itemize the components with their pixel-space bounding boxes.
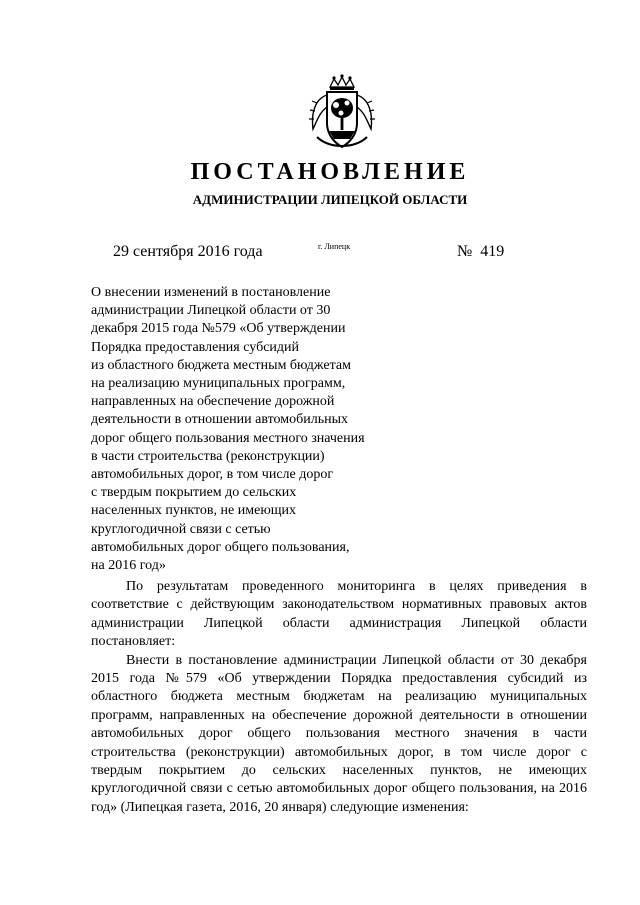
subject-line: из областного бюджета местным бюджетам: [91, 357, 351, 373]
document-title: ПОСТАНОВЛЕНИЕ: [190, 159, 470, 185]
number-value: 419: [480, 243, 505, 260]
subject-line: на 2016 год»: [91, 558, 166, 574]
document-subject: [91, 284, 401, 575]
subject-line: администрации Липецкой области от 30: [91, 303, 331, 319]
subject-line: населенных пунктов, не имеющих: [91, 503, 297, 519]
subject-line: Порядка предоставления субсидий: [91, 339, 300, 355]
subject-line: круглогодичной связи с сетью: [91, 521, 271, 537]
subject-line: направленных на обеспечение дорожной: [91, 394, 335, 410]
lipetsk-coat-of-arms-icon: [303, 73, 381, 151]
subject-line: с твердым покрытием до сельских: [91, 485, 297, 501]
subject-line: на реализацию муниципальных программ,: [91, 376, 346, 392]
document-number: [457, 241, 504, 263]
issuing-authority: АДМИНИСТРАЦИИ ЛИПЕЦКОЙ ОБЛАСТИ: [192, 192, 468, 207]
body-paragraph-resolution: Внести в постановление администрации Липецкой области от 30 декабря 2015 года №579 «Об утверждении Порядка предоставления субсидий из областного бюджета местным бюджетам на реализацию муниципальных программ, направленных на обеспечение дорожной деятельности в отношении автомобильных дорог общего пользования местного значения в части строительства (реконструкции) автомобильных дорог, в том числе дорог с твердым покрытием до сельских населенных пунктов, не имеющих круглогодичной связи с сетью автомобильных дорог общего пользования, на 2016 год» (Липецкая газета, 2016, 20 января) следующие изменения:: [91, 652, 587, 815]
document-city: г. Липецк: [318, 242, 351, 251]
subject-line: О внесении изменений в постановление: [91, 285, 331, 300]
subject-line: в части строительства (реконструкции): [91, 448, 325, 464]
subject-line: декабря 2015 года №579 «Об утверждении: [91, 321, 346, 337]
subject-line: дорог общего пользования местного значения: [91, 430, 365, 446]
subject-line: автомобильных дорог, в том числе дорог: [91, 467, 334, 483]
document-body: [91, 578, 587, 817]
subject-line: деятельности в отношении автомобильных: [91, 412, 349, 428]
date-line: [0, 241, 640, 263]
body-paragraph-preamble: По результатам проведенного мониторинга в целях приведения в соответствие с действующим законодательством нормативных правовых актов администрации Липецкой области администрация Липецкой области постановляет:: [91, 579, 587, 650]
document-date: 29 сентября 2016 года: [113, 243, 263, 260]
number-sign: №: [457, 243, 473, 260]
subject-line: автомобильных дорог общего пользования,: [91, 539, 350, 555]
